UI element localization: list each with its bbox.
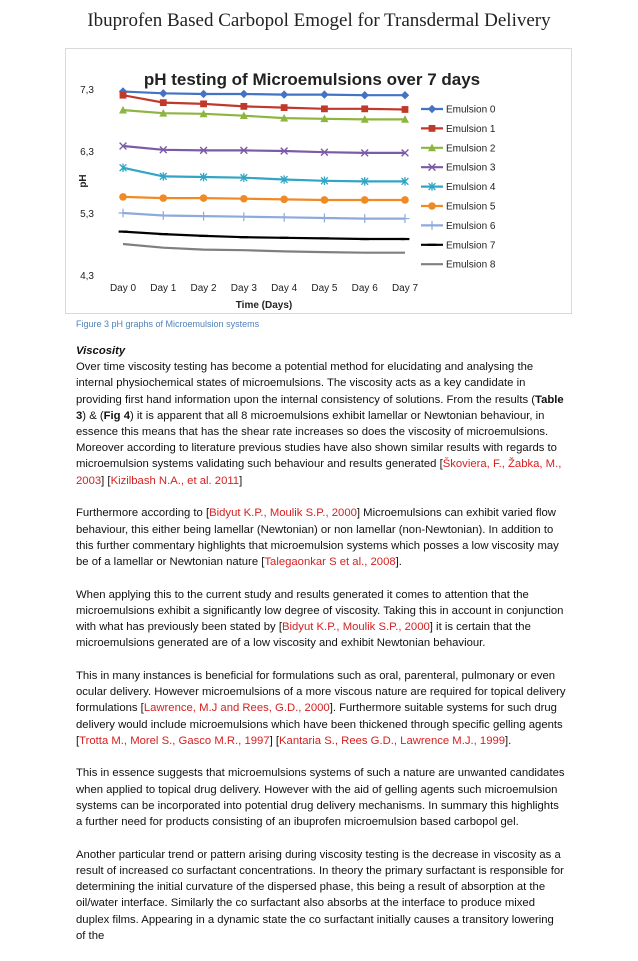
series-point bbox=[401, 196, 409, 204]
figure-caption: Figure 3 pH graphs of Microemulsion systems bbox=[76, 319, 260, 329]
citation-link[interactable]: Talegaonkar S et al., 2008 bbox=[264, 555, 396, 568]
legend-label: Emulsion 4 bbox=[446, 182, 496, 194]
y-tick-label: 7,3 bbox=[80, 85, 94, 96]
citation-link[interactable]: Bidyut K.P., Moulik S.P., 2000 bbox=[209, 507, 357, 520]
bold-reference: Fig 4 bbox=[103, 409, 131, 422]
series-point bbox=[402, 106, 409, 113]
series-point bbox=[200, 100, 207, 107]
paragraph bbox=[76, 587, 566, 652]
paragraph-text: ] [ bbox=[101, 474, 111, 487]
paragraph-text: ] [ bbox=[269, 734, 279, 747]
legend-label: Emulsion 3 bbox=[446, 162, 496, 174]
series-point bbox=[120, 92, 127, 99]
series-point bbox=[361, 91, 369, 99]
series-point bbox=[360, 214, 369, 223]
legend-label: Emulsion 7 bbox=[446, 240, 496, 252]
paragraph-text: This in many instances is beneficial for formulations such as oral, parenteral, pulmonary or even ocular delivery. However microemulsions of a more viscous nature are required for topical delivery formulations [ bbox=[76, 669, 566, 715]
series-point bbox=[199, 90, 207, 98]
paragraph bbox=[76, 668, 566, 749]
series-point bbox=[199, 212, 208, 221]
citation-link[interactable]: Kizilbash N.A., et al. 2011 bbox=[110, 474, 240, 487]
series-point bbox=[280, 90, 288, 98]
y-axis-label: pH bbox=[78, 174, 89, 188]
paragraph-text: ]. bbox=[505, 734, 512, 747]
legend-label: Emulsion 6 bbox=[446, 220, 496, 232]
paragraph bbox=[76, 847, 566, 944]
series-line bbox=[123, 244, 405, 253]
y-tick-label: 5,3 bbox=[80, 209, 94, 220]
series-point bbox=[119, 193, 127, 201]
paragraph-text: When applying this to the current study and results generated it comes to attention that the microemulsions exhibit a significantly low degree of viscosity. Taking this in account in conjunction with what has previously been stated by [ bbox=[76, 588, 564, 634]
paragraph bbox=[76, 505, 566, 570]
series-point bbox=[119, 209, 128, 218]
series-point bbox=[159, 211, 168, 220]
series-point bbox=[401, 91, 409, 99]
legend-label: Emulsion 8 bbox=[446, 259, 496, 271]
series-point bbox=[321, 196, 329, 204]
paragraph-text: ] bbox=[239, 474, 243, 487]
legend-label: Emulsion 0 bbox=[446, 104, 496, 116]
series-point bbox=[320, 90, 328, 98]
series-point bbox=[280, 213, 289, 222]
paragraph bbox=[76, 359, 566, 489]
series-point bbox=[321, 105, 328, 112]
x-tick-label: Day 6 bbox=[351, 283, 378, 294]
series-point bbox=[401, 214, 410, 223]
series-point bbox=[160, 99, 167, 106]
series-point bbox=[428, 202, 436, 210]
citation-link[interactable]: Trotta M., Morel S., Gasco M.R., 1997 bbox=[79, 734, 270, 747]
paragraph-text: Another particular trend or pattern arising during viscosity testing is the decrease in viscosity as a result of increased co surfactant concentrations. In theory the primary surfactant is responsible for determining the initial curvature of the dispersed phase, this being a result of absorption at the oil/water interface. Similarly the co surfactant also absorbs at the interface to produce mixed duplex films. Appearing in a dynamic state the co surfactant initially causes a transitory lowering of the bbox=[76, 848, 564, 942]
chart-title: pH testing of Microemulsions over 7 days bbox=[143, 70, 481, 89]
series-point bbox=[428, 221, 437, 230]
series-point bbox=[159, 194, 167, 202]
series-point bbox=[240, 195, 248, 203]
citation-link[interactable]: Bidyut K.P., Moulik S.P., 2000 bbox=[281, 621, 430, 634]
section-heading: Viscosity bbox=[76, 345, 126, 357]
body-text bbox=[76, 343, 566, 961]
series-point bbox=[240, 90, 248, 98]
citation-link[interactable]: Kantaria S., Rees G.D., Lawrence M.J., 1999 bbox=[279, 734, 506, 747]
series-point bbox=[280, 196, 288, 204]
y-tick-label: 4,3 bbox=[80, 271, 94, 282]
x-tick-label: Day 3 bbox=[230, 283, 257, 294]
paragraph-text: ) & ( bbox=[82, 409, 104, 422]
series-point bbox=[240, 103, 247, 110]
legend-label: Emulsion 2 bbox=[446, 143, 496, 155]
legend-label: Emulsion 1 bbox=[446, 123, 496, 135]
x-tick-label: Day 4 bbox=[271, 283, 298, 294]
series-point bbox=[239, 212, 248, 221]
paragraph-text: ] it is certain that the microemulsions generated are of a low viscosity and exhibit Newtonian behaviour. bbox=[76, 621, 531, 650]
citation-link[interactable]: Lawrence, M.J and Rees, G.D., 2000 bbox=[143, 702, 330, 715]
paragraph-text: ]. bbox=[395, 555, 402, 568]
series-point bbox=[361, 196, 369, 204]
running-header: Ibuprofen Based Carbopol Emogel for Transdermal Delivery bbox=[87, 10, 551, 31]
series-point bbox=[159, 89, 167, 97]
ph-line-chart bbox=[66, 49, 571, 313]
paragraph-text: This in essence suggests that microemulsions systems of such a nature are unwanted candidates when applied to topical drug delivery. However with the aid of gelling agents such microemulsion systems can be incorporated into potential drug delivery mechanisms. In summary this highlights a further need for products consisting of an ibuprofen microemulsion based carbopol gel. bbox=[76, 767, 565, 829]
series-point bbox=[200, 194, 208, 202]
series-point bbox=[281, 104, 288, 111]
x-tick-label: Day 5 bbox=[311, 283, 338, 294]
paragraph-text: Over time viscosity testing has become a potential method for elucidating and analysing the internal physiochemical states of microemulsions. The viscosity acts as a key candidate in providing first hand information upon the internal consistency of solutions. From the results ( bbox=[76, 361, 536, 406]
citation-link[interactable]: Škoviera, F., Žabka, M., 2003 bbox=[76, 458, 562, 487]
series-line bbox=[123, 232, 405, 239]
y-tick-label: 6,3 bbox=[80, 147, 94, 158]
bold-reference: Table 3 bbox=[76, 393, 564, 422]
series-point bbox=[320, 214, 329, 223]
legend-label: Emulsion 5 bbox=[446, 201, 496, 213]
x-tick-label: Day 0 bbox=[109, 283, 137, 294]
paragraph-text: ) it is apparent that all 8 microemulsions exhibit lamellar or Newtonian behaviour, in essence this means that has the shear rate increases so does the viscosity of microemulsions. Moreover according to literature previous studies have also shown similar results with regards to microemulsion systems validating such behaviour and results generated [ bbox=[76, 409, 557, 471]
series-point bbox=[428, 105, 436, 113]
paragraph-text: ]. Furthermore suitable systems for such drug delivery would include microemulsions which have been thickened through specific gelling agents [ bbox=[76, 702, 563, 747]
series-point bbox=[361, 105, 368, 112]
x-tick-label: Day 7 bbox=[391, 283, 419, 294]
ph-chart bbox=[65, 48, 572, 314]
series-point bbox=[429, 125, 436, 132]
x-axis-label: Time (Days) bbox=[235, 300, 293, 311]
x-tick-label: Day 2 bbox=[190, 283, 217, 294]
paragraph bbox=[76, 765, 566, 830]
x-tick-label: Day 1 bbox=[150, 283, 177, 294]
paragraph-text: ] Microemulsions can exhibit varied flow behaviour, this either being lamellar (Newtonian) or non lamellar (non-Newtonian). In addition to this further commentary highlights that microemulsion systems which posses a low viscosity may be of a lamellar or Newtonian nature [ bbox=[76, 507, 559, 568]
paragraph-text: Furthermore according to [ bbox=[76, 507, 210, 520]
